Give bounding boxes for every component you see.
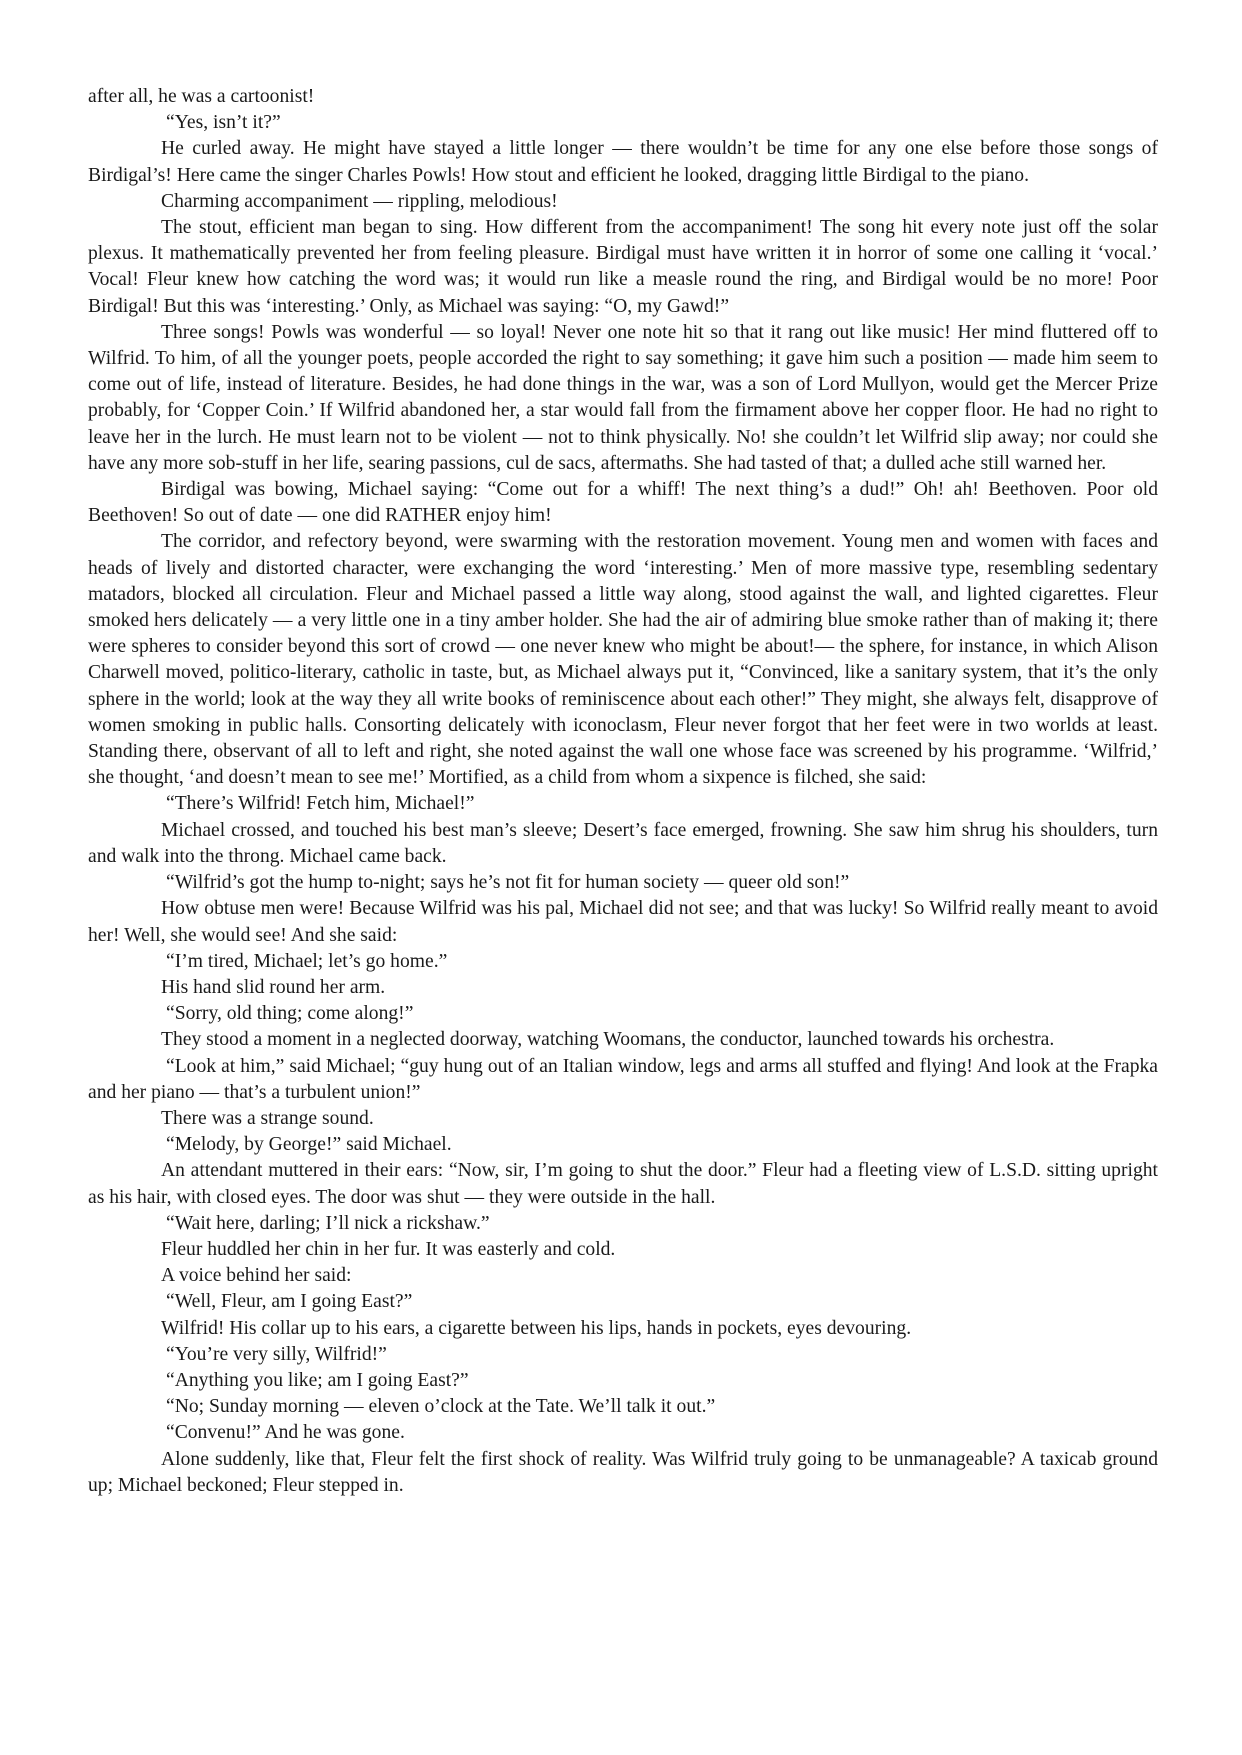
paragraph-24: “Well, Fleur, am I going East?” [166, 1291, 413, 1313]
paragraph-4: Charming accompaniment — rippling, melodious! [161, 190, 558, 212]
document-page [88, 84, 1158, 1499]
paragraph-8: The corridor, and refectory beyond, were swarming with the restoration movement. Young men and women with faces and heads of lively and distorted character, were exchanging the word ‘interesting.’ Men of more massive type, resembling sedentary matadors, blocked all circulation. Fleur and Michael passed a little way along, stood against the wall, and lighted cigarettes. Fleur smoked hers delicately — a very little one in a tiny amber holder. She had the air of admiring blue smoke rather than of making it; there were spheres to consider beyond this sort of crowd — one never knew who might be about!— the sphere, for instance, in which Alison Charwell moved, politico-literary, catholic in taste, but, as Michael always put it, “Convinced, like a sanitary system, that it’s the only sphere in the world; look at the way they all write books of reminiscence about each other!” They might, she always felt, disapprove of women smoking in public halls. Consorting delicately with iconoclasm, Fleur never forgot that her feet were in two worlds at least. Standing there, observant of all to left and right, she noted against the wall one whose face was screened by his programme. ‘Wilfrid,’ she thought, ‘and doesn’t mean to see me!’ Mortified, as a child from whom a sixpence is filched, she said: [88, 531, 1158, 789]
paragraph-17: “Look at him,” said Michael; “guy hung out of an Italian window, legs and arms all stuffed and flying! And look at the Frapka and her piano — that’s a turbulent union!” [88, 1055, 1158, 1103]
paragraph-19: “Melody, by George!” said Michael. [166, 1134, 452, 1156]
paragraph-21: “Wait here, darling; I’ll nick a rickshaw.” [166, 1212, 490, 1234]
paragraph-11: “Wilfrid’s got the hump to-night; says he’s not fit for human society — queer old son!” [166, 872, 850, 894]
paragraph-26: “You’re very silly, Wilfrid!” [166, 1343, 387, 1365]
paragraph-3: He curled away. He might have stayed a little longer — there wouldn’t be time for any one else before those songs of Birdigal’s! Here came the singer Charles Powls! How stout and efficient he looked, dragging little Birdigal to the piano. [88, 138, 1158, 186]
paragraph-20: An attendant muttered in their ears: “Now, sir, I’m going to shut the door.” Fleur had a fleeting view of L.S.D. sitting upright as his hair, with closed eyes. The door was shut — they were outside in the hall. [88, 1160, 1158, 1208]
paragraph-15: “Sorry, old thing; come along!” [166, 1003, 414, 1025]
paragraph-6: Three songs! Powls was wonderful — so loyal! Never one note hit so that it rang out like music! Her mind fluttered off to Wilfrid. To him, of all the younger poets, people accorded the right to say something; it gave him such a position — made him seem to come out of life, instead of literature. Besides, he had done things in the war, was a son of Lord Mullyon, would get the Mercer Prize probably, for ‘Copper Coin.’ If Wilfrid abandoned her, a star would fall from the firmament above her copper floor. He had no right to leave her in the lurch. He must learn not to be violent — not to think physically. No! she couldn’t let Wilfrid slip away; nor could she have any more sob-stuff in her life, searing passions, cul de sacs, aftermaths. She had tasted of that; a dulled ache still warned her. [88, 321, 1158, 474]
paragraph-5: The stout, efficient man began to sing. How different from the accompaniment! The song hit every note just off the solar plexus. It mathematically prevented her from feeling pleasure. Birdigal must have written it in horror of some one calling it ‘vocal.’ Vocal! Fleur knew how catching the word was; it would run like a measle round the ring, and Birdigal would be no more! Poor Birdigal! But this was ‘interesting.’ Only, as Michael was saying: “O, my Gawd!” [88, 217, 1158, 317]
paragraph-22: Fleur huddled her chin in her fur. It was easterly and cold. [161, 1238, 616, 1260]
paragraph-16: They stood a moment in a neglected doorway, watching Woomans, the conductor, launched towards his orchestra. [161, 1029, 1055, 1051]
paragraph-7: Birdigal was bowing, Michael saying: “Come out for a whiff! The next thing’s a dud!” Oh! ah! Beethoven. Poor old Beethoven! So out of date — one did RATHER enjoy him! [88, 479, 1158, 527]
paragraph-25: Wilfrid! His collar up to his ears, a cigarette between his lips, hands in pockets, eyes devouring. [161, 1317, 912, 1339]
paragraph-2: “Yes, isn’t it?” [166, 112, 281, 134]
paragraph-27: “Anything you like; am I going East?” [166, 1369, 469, 1391]
paragraph-18: There was a strange sound. [161, 1107, 374, 1129]
paragraph-30: Alone suddenly, like that, Fleur felt the first shock of reality. Was Wilfrid truly going to be unmanageable? A taxicab ground up; Michael beckoned; Fleur stepped in. [88, 1448, 1158, 1496]
paragraph-14: His hand slid round her arm. [161, 976, 386, 998]
paragraph-10: Michael crossed, and touched his best man’s sleeve; Desert’s face emerged, frowning. She saw him shrug his shoulders, turn and walk into the throng. Michael came back. [88, 819, 1158, 867]
paragraph-1: after all, he was a cartoonist! [88, 86, 315, 107]
paragraph-29: “Convenu!” And he was gone. [166, 1422, 405, 1444]
paragraph-12: How obtuse men were! Because Wilfrid was his pal, Michael did not see; and that was lucky! So Wilfrid really meant to avoid her! Well, she would see! And she said: [88, 898, 1158, 946]
paragraph-28: “No; Sunday morning — eleven o’clock at the Tate. We’ll talk it out.” [166, 1396, 716, 1418]
paragraph-13: “I’m tired, Michael; let’s go home.” [166, 950, 448, 972]
paragraph-9: “There’s Wilfrid! Fetch him, Michael!” [166, 793, 475, 815]
paragraph-23: A voice behind her said: [161, 1265, 352, 1287]
